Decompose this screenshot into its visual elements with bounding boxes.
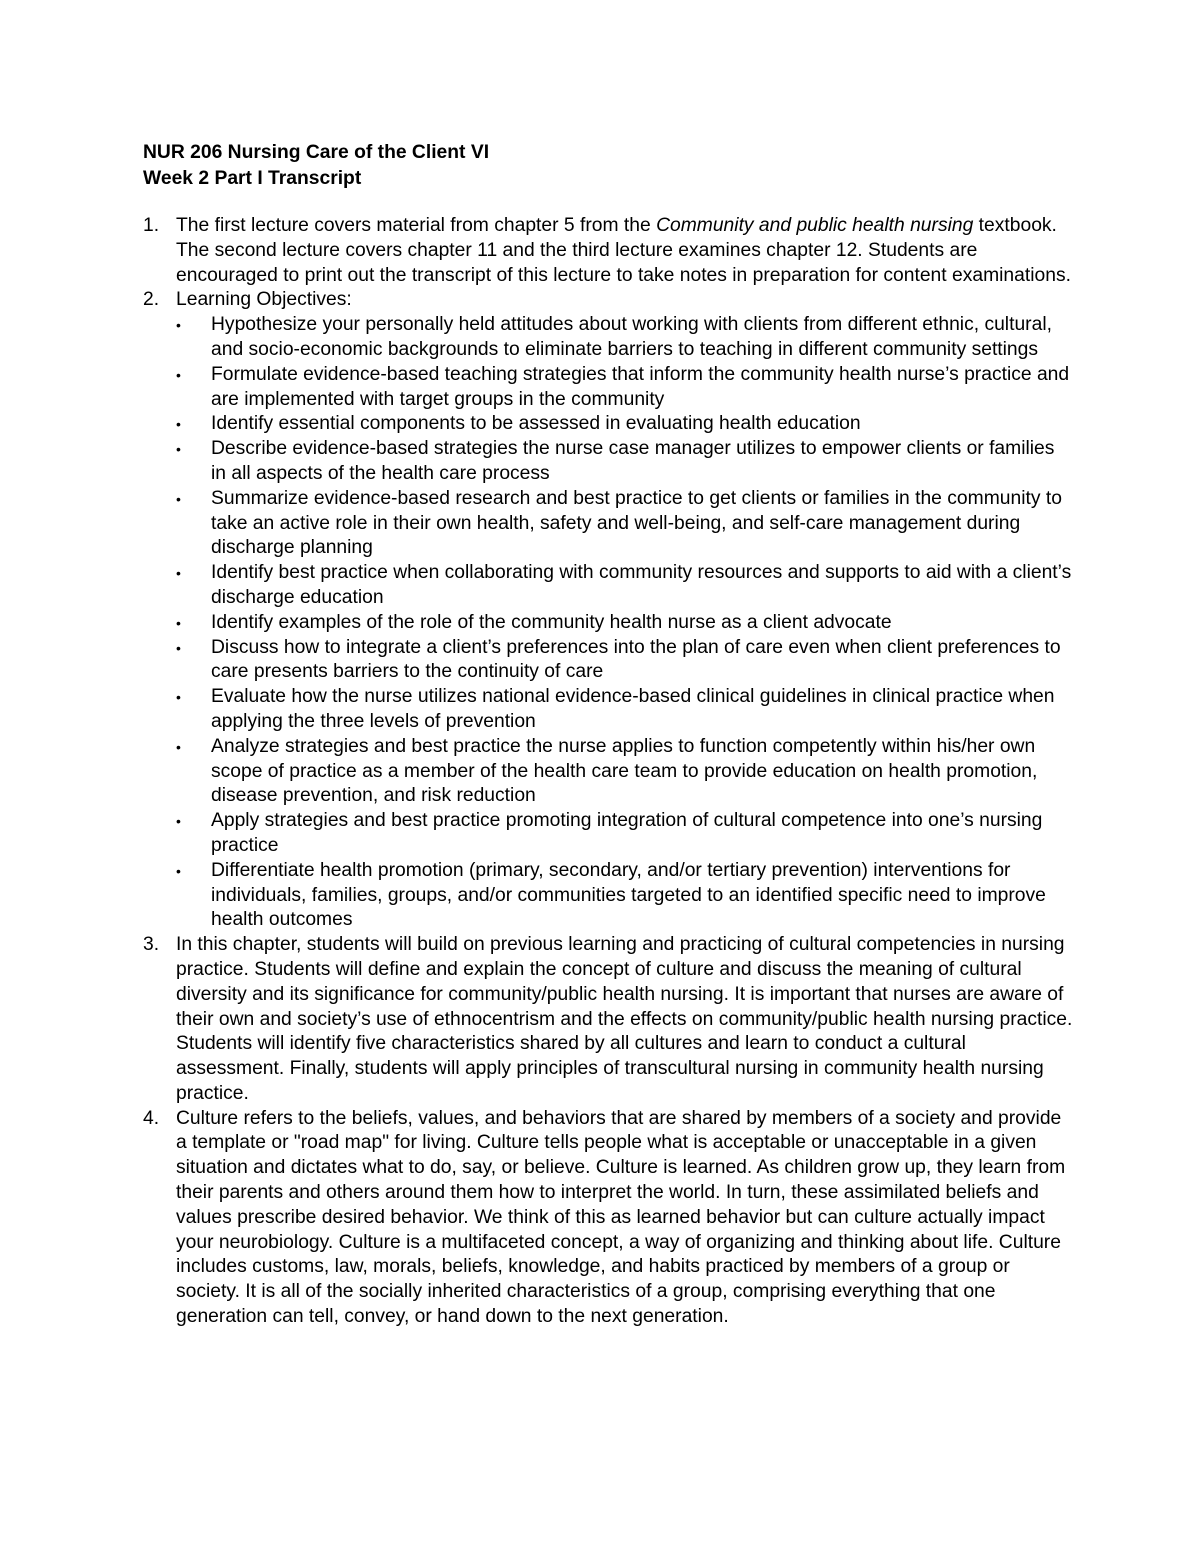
spacer [143, 192, 1073, 214]
list-item-3 [143, 933, 1073, 1107]
objective-text: Describe evidence-based strategies the nurse case manager utilizes to empower clients or families in all aspects of the health care process [211, 438, 1055, 484]
bullet-icon: • [176, 565, 181, 582]
objective-item [176, 363, 1073, 413]
bullet-icon: • [176, 416, 181, 433]
list-item-2 [143, 288, 1073, 933]
item-number: 3. [143, 934, 160, 956]
bullet-icon: • [176, 614, 181, 631]
document-subtitle: Week 2 Part I Transcript [143, 168, 362, 189]
objective-text: Formulate evidence-based teaching strategies that inform the community health nurse’s practice and are implemented with target groups in the community [211, 363, 1070, 410]
objective-item [176, 437, 1073, 487]
learning-objectives [176, 288, 1073, 933]
objective-text: Hypothesize your personally held attitudes about working with clients from different ethnic, cultural, and socio-economic backgrounds to eliminate barriers to teaching in different community settings [211, 314, 1052, 360]
objective-item [176, 636, 1073, 686]
item-text: Culture refers to the beliefs, values, and behaviors that are shared by members of a society and provide a template or "road map" for living. Culture tells people what is acceptable or unacceptable in a given situation and dictates what to do, say, or believe. Culture is learned. As children grow up, they learn from their parents and others around them how to interpret the world. In turn, these assimilated beliefs and values prescribe desired behavior. We think of this as learned behavior but can culture actually impact your neurobiology. Culture is a multifaceted concept, a way of organizing and thinking about life. Culture includes customs, law, morals, beliefs, knowledge, and habits practiced by members of a group or society. It is all of the socially inherited characteristics of a group, comprising everything that one generation can tell, convey, or hand down to the next generation. [176, 1107, 1066, 1328]
list-item-4 [143, 1107, 1073, 1330]
document-page [143, 140, 1073, 1330]
objective-item [176, 313, 1073, 363]
objective-text: Apply strategies and best practice promoting integration of cultural competence into one’s nursing practice [211, 810, 1043, 856]
objective-text: Identify examples of the role of the community health nurse as a client advocate [211, 611, 892, 633]
objective-item [176, 487, 1073, 561]
objective-text: Identify best practice when collaborating with community resources and supports to aid with a client’s discharge education [211, 562, 1072, 608]
objective-text: Discuss how to integrate a client’s preferences into the plan of care even when client preferences to care presents barriers to the continuity of care [211, 636, 1061, 683]
objective-text: Analyze strategies and best practice the nurse applies to function competently within his/her own scope of practice as a member of the health care team to provide education on health promotion, disease prevention, and risk reduction [211, 735, 1038, 807]
objective-item [176, 859, 1073, 933]
list-item-1 [143, 214, 1073, 288]
objective-text: Evaluate how the nurse utilizes national evidence-based clinical guidelines in clinical practice when applying the three levels of prevention [211, 686, 1055, 732]
objective-item [176, 412, 1073, 437]
item-number: 4. [143, 1107, 160, 1129]
objective-item [176, 561, 1073, 611]
objective-item [176, 611, 1073, 636]
bullet-icon: • [176, 317, 181, 334]
item-number: 1. [143, 215, 160, 236]
bullet-icon: • [176, 689, 181, 706]
objective-item [176, 735, 1073, 809]
objective-text: Identify essential components to be assessed in evaluating health education [211, 413, 861, 435]
objective-item [176, 809, 1073, 859]
item-text [176, 214, 1073, 288]
bullet-icon: • [176, 441, 181, 458]
bullet-icon: • [176, 738, 181, 755]
objectives-list [176, 313, 1073, 933]
item-number: 2. [143, 289, 160, 311]
bullet-icon: • [176, 813, 181, 830]
item-text: In this chapter, students will build on previous learning and practicing of cultural competencies in nursing practice. Students will define and explain the concept of culture and discuss the meaning of cultural diversity and its significance for community/public health nursing. It is important that nurses are aware of their own and society’s use of ethnocentrism and the effects on community/public health nursing practice. Students will identify five characteristics shared by all cultures and learn to conduct a cultural assessment. Finally, students will apply principles of transcultural nursing in community health nursing practice. [176, 934, 1073, 1104]
bullet-icon: • [176, 366, 181, 383]
bullet-icon: • [176, 490, 181, 507]
objective-text: Differentiate health promotion (primary, secondary, and/or tertiary prevention) interventions for individuals, families, groups, and/or communities targeted to an identified specific need to improve health outcomes [211, 859, 1046, 931]
bullet-icon: • [176, 862, 181, 879]
document-title: NUR 206 Nursing Care of the Client VI [143, 142, 490, 163]
objective-item [176, 685, 1073, 735]
objectives-label: Learning Objectives: [176, 289, 352, 311]
textbook-title: Community and public health nursing [656, 215, 974, 236]
objective-text: Summarize evidence-based research and best practice to get clients or families in the community to take an active role in their own health, safety and well-being, and self-care management during discharge planning [211, 487, 1062, 559]
bullet-icon: • [176, 639, 181, 656]
item-text-part: The first lecture covers material from chapter 5 from the [176, 215, 657, 236]
item-text-part: textbook. The second lecture covers chapter 11 and the third lecture examines chapter 12. Students are encouraged to print out the transcript of this lecture to take notes in preparation for content examinations. [176, 215, 1071, 286]
